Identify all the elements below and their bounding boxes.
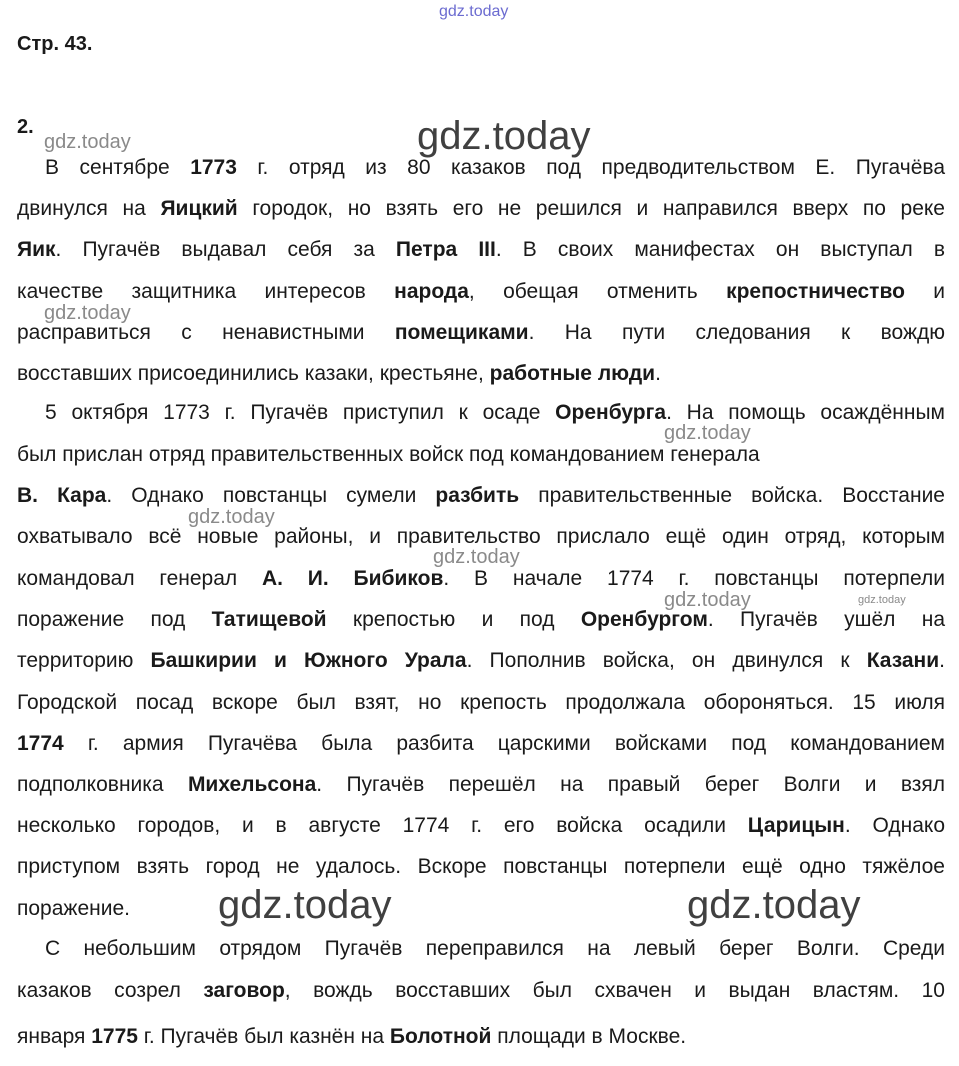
text-line — [17, 277, 945, 307]
text-line — [17, 894, 945, 924]
text-run: января — [17, 1025, 92, 1048]
text-run: . Пугачёв перешёл на правый берег Волги и взял — [316, 773, 946, 796]
bold-term: разбить — [435, 484, 520, 507]
text-run: . Пугачёв выдавал себя за — [55, 238, 396, 261]
text-run: крепостью и под — [326, 608, 581, 631]
text-line — [17, 934, 945, 964]
text-run: . — [655, 362, 661, 385]
text-line — [17, 976, 945, 1006]
text-run: В сентябре — [45, 156, 191, 179]
text-line — [17, 153, 945, 183]
bold-term: 1775 — [91, 1025, 138, 1048]
text-line — [17, 522, 945, 552]
text-line — [17, 688, 945, 718]
bold-term: работные люди — [489, 362, 656, 385]
bold-term: Татищевой — [211, 608, 327, 631]
text-line — [17, 318, 945, 348]
text-line — [17, 729, 945, 759]
text-run: был прислан отряд правительственных войск под командованием генерала — [17, 443, 760, 466]
text-line — [17, 564, 945, 594]
text-run: казаков созрел — [17, 979, 204, 1002]
text-line — [17, 440, 945, 470]
bold-term: народа — [394, 280, 469, 303]
bold-term: Яицкий — [160, 197, 238, 220]
text-run: , обещая отменить — [468, 280, 727, 303]
bold-term: Петра III — [395, 238, 496, 261]
text-run: командовал генерал — [17, 567, 262, 590]
watermark: gdz.today — [858, 594, 906, 606]
text-run: С небольшим отрядом Пугачёв переправился на левый берег Волги. Среди — [45, 937, 945, 960]
text-run: . Однако повстанцы сумели — [106, 484, 436, 507]
bold-term: 1773 — [190, 156, 237, 179]
text-run: Городской посад вскоре был взят, но крепость продолжала обороняться. 15 июля — [17, 691, 945, 714]
text-line — [17, 646, 945, 676]
text-run: . В начале 1774 г. повстанцы потерпели — [443, 567, 945, 590]
bold-term: В. Кара — [17, 484, 107, 507]
bold-term: заговор — [203, 979, 285, 1002]
text-run: . — [939, 649, 945, 672]
bold-term: Яик — [17, 238, 56, 261]
text-run: приступом взять город не удалось. Вскоре повстанцы потерпели ещё одно тяжёлое — [17, 855, 945, 878]
text-run: г. отряд из 80 казаков под предводительством Е. Пугачёва — [236, 156, 945, 179]
text-run: 5 октября 1773 г. Пугачёв приступил к осаде — [45, 401, 556, 424]
text-run: . Однако — [844, 814, 945, 837]
bold-term: Болотной — [389, 1025, 492, 1048]
task-number: 2. — [17, 116, 34, 138]
text-run: подполковника — [17, 773, 188, 796]
text-run: , вождь восставших был схвачен и выдан властям. 10 — [284, 979, 945, 1002]
text-run: качестве защитника интересов — [17, 280, 395, 303]
watermark: gdz.today — [188, 506, 275, 528]
text-line — [17, 235, 945, 265]
text-run: г. Пугачёв был казнён на — [137, 1025, 390, 1048]
bold-term: Казани — [866, 649, 940, 672]
bold-term: А. И. Бибиков — [261, 567, 444, 590]
text-run: поражение. — [17, 897, 130, 920]
text-line — [17, 770, 945, 800]
text-line — [17, 1022, 945, 1052]
text-line — [17, 359, 945, 389]
watermark: gdz.today — [433, 546, 520, 568]
bold-term: Михельсона — [187, 773, 317, 796]
bold-term: 1774 — [17, 732, 64, 755]
watermark: gdz.today — [687, 883, 861, 927]
bold-term: Царицын — [747, 814, 845, 837]
text-line — [17, 605, 945, 635]
text-run: двинулся на — [17, 197, 161, 220]
text-run: . В своих манифестах он выступал в — [495, 238, 945, 261]
bold-term: помещиками — [394, 321, 529, 344]
text-run: территорию — [17, 649, 151, 672]
watermark: gdz.today — [439, 3, 509, 20]
watermark: gdz.today — [664, 589, 751, 611]
text-line — [17, 398, 945, 428]
text-run: . На пути следования к вождю — [528, 321, 945, 344]
text-run: и — [904, 280, 945, 303]
page-number: Стр. 43. — [17, 33, 93, 55]
watermark: gdz.today — [417, 114, 591, 158]
text-run: площади в Москве. — [491, 1025, 687, 1048]
text-line — [17, 811, 945, 841]
text-run: восставших присоединились казаки, крестьяне, — [17, 362, 490, 385]
bold-term: Оренбурга — [555, 401, 667, 424]
text-line — [17, 481, 945, 511]
text-run: . Пугачёв ушёл на — [707, 608, 945, 631]
text-run: охватывало всё новые районы, и правительство прислало ещё один отряд, которым — [17, 525, 945, 548]
text-run: расправиться с ненавистными — [17, 321, 395, 344]
text-line — [17, 194, 945, 224]
watermark: gdz.today — [218, 883, 392, 927]
bold-term: Оренбургом — [580, 608, 708, 631]
text-run: несколько городов, и в августе 1774 г. его войска осадили — [17, 814, 748, 837]
text-run: . На помощь осаждённым — [666, 401, 945, 424]
text-line — [17, 852, 945, 882]
text-run: г. армия Пугачёва была разбита царскими войсками под командованием — [63, 732, 945, 755]
text-run: . Пополнив войска, он двинулся к — [466, 649, 867, 672]
watermark: gdz.today — [44, 131, 131, 153]
text-run: правительственные войска. Восстание — [519, 484, 945, 507]
text-run: поражение под — [17, 608, 212, 631]
bold-term: Башкирии и Южного Урала — [150, 649, 467, 672]
bold-term: крепостничество — [726, 280, 905, 303]
text-run: городок, но взять его не решился и направился вверх по реке — [237, 197, 945, 220]
watermark: gdz.today — [664, 422, 751, 444]
watermark: gdz.today — [44, 302, 131, 324]
